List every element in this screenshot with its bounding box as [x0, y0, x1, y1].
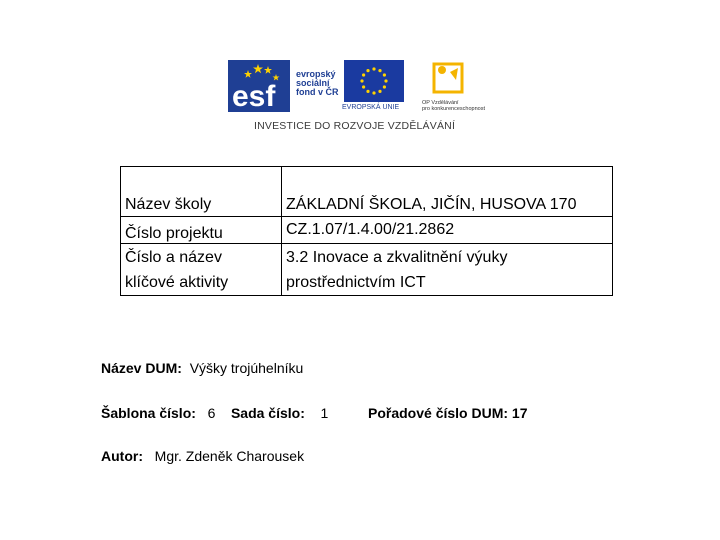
esf-text	[296, 70, 339, 97]
table-row	[121, 167, 613, 217]
sada-value: 1	[320, 405, 329, 421]
eu-caption: EVROPSKÁ UNIE	[342, 104, 400, 111]
value-line: prostřednictvím ICT	[286, 274, 426, 291]
table-row	[121, 244, 613, 296]
esf-logo	[228, 60, 290, 112]
op-vk-logo	[426, 58, 470, 100]
label-line: klíčové aktivity	[125, 274, 229, 291]
banner-caption: INVESTICE DO ROZVOJE VZDĚLÁVÁNÍ	[254, 120, 456, 132]
eu-stars-icon	[344, 60, 404, 102]
table-cell-label	[121, 244, 282, 296]
sablona-label: Šablona číslo:	[101, 405, 196, 421]
logo-banner	[226, 56, 486, 136]
label-line: Číslo a název	[125, 249, 222, 266]
op-caption-line: pro konkurenceschopnost	[422, 106, 485, 112]
esf-mark: esf	[232, 80, 276, 112]
author-value: Mgr. Zdeněk Charousek	[154, 448, 305, 464]
sada-label: Sada číslo:	[230, 405, 305, 421]
sablona-value: 6	[207, 405, 216, 421]
dum-name-value: Výšky trojúhelníku	[189, 360, 304, 376]
esf-line: sociální	[296, 78, 330, 88]
table-cell-value	[282, 244, 613, 296]
op-logo-icon	[426, 58, 470, 100]
esf-logo-graphic	[228, 60, 290, 112]
eu-flag-logo	[344, 60, 404, 102]
poradove-value: 17	[511, 405, 528, 421]
table-cell-value: ZÁKLADNÍ ŠKOLA, JIČÍN, HUSOVA 170	[282, 167, 613, 217]
table-cell-value: CZ.1.07/1.4.00/21.2862	[282, 217, 613, 244]
esf-line: fond v ČR	[296, 87, 339, 97]
op-caption	[422, 100, 485, 112]
dum-name-line	[101, 360, 303, 376]
esf-line: evropský	[296, 69, 336, 79]
author-label: Autor:	[101, 448, 143, 464]
author-line	[101, 448, 304, 464]
table-cell-label: Číslo projektu	[121, 217, 282, 244]
value-line: 3.2 Inovace a zkvalitnění výuky	[286, 249, 508, 266]
table-cell-label: Název školy	[121, 167, 282, 217]
op-caption-line: OP Vzdělávání	[422, 100, 459, 106]
dum-numbers-line	[101, 405, 328, 421]
poradove-line	[368, 405, 528, 421]
table-row	[121, 217, 613, 244]
dum-name-label: Název DUM:	[101, 360, 182, 376]
poradove-label: Pořadové číslo DUM:	[368, 405, 509, 421]
school-info-table	[120, 166, 613, 296]
